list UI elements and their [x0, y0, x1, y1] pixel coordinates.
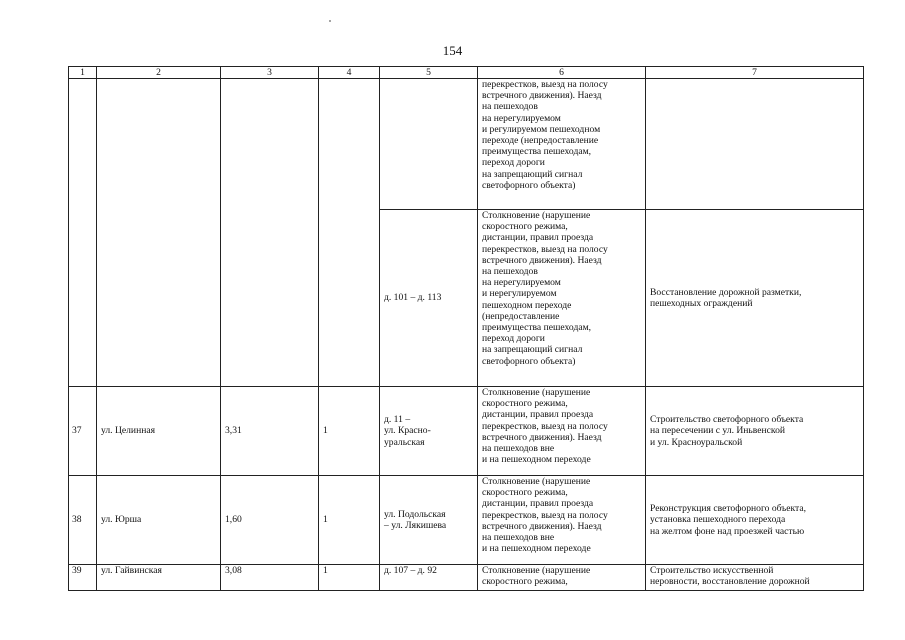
measures-cell: Восстановление дорожной разметки, пешеходных ограждений: [646, 210, 864, 387]
street-cell: ул. Гайвинская: [97, 565, 221, 591]
causes-cell: перекрестков, выезд на полосу встречного движения). Наезд на пешеходов на нерегулируемом и регулируемом пешеходном переходе (непредоставление преимущества пешеходам, переход дороги на запрещающий сигнал светофорного объекта): [478, 79, 646, 210]
count-cell: 1: [319, 565, 380, 591]
row-number: 38: [69, 476, 97, 565]
measures-cell: Реконструкция светофорного объекта, установка пешеходного перехода на желтом фоне над проезжей частью: [646, 476, 864, 565]
street-cell: ул. Юрша: [97, 476, 221, 565]
table-row: [69, 79, 864, 210]
header-cell: 6: [478, 67, 646, 79]
scan-speck: [329, 20, 331, 22]
causes-cell: Столкновение (нарушение скоростного режима, дистанции, правил проезда перекрестков, выезд на полосу встречного движения). Наезд на пешеходов вне и на пешеходном переходе: [478, 476, 646, 565]
header-cell: 7: [646, 67, 864, 79]
continued-count-cell: [319, 79, 380, 387]
continued-num-cell: [69, 79, 97, 387]
causes-cell: Столкновение (нарушение скоростного режима,: [478, 565, 646, 591]
header-cell: 1: [69, 67, 97, 79]
header-row: [69, 67, 864, 79]
count-cell: 1: [319, 476, 380, 565]
data-table: [68, 66, 864, 591]
section-cell: [380, 79, 478, 210]
table-row: [69, 387, 864, 476]
header-cell: 3: [221, 67, 319, 79]
row-number: 39: [69, 565, 97, 591]
table-row: [69, 476, 864, 565]
length-cell: 3,08: [221, 565, 319, 591]
section-cell: д. 101 – д. 113: [380, 210, 478, 387]
continued-length-cell: [221, 79, 319, 387]
measures-cell: [646, 79, 864, 210]
row-number: 37: [69, 387, 97, 476]
header-cell: 5: [380, 67, 478, 79]
causes-cell: Столкновение (нарушение скоростного режима, дистанции, правил проезда перекрестков, выезд на полосу встречного движения). Наезд на пешеходов вне и на пешеходном переходе: [478, 387, 646, 476]
measures-cell: Строительство светофорного объекта на пересечении с ул. Иньвенской и ул. Красноуральской: [646, 387, 864, 476]
street-cell: ул. Целинная: [97, 387, 221, 476]
length-cell: 1,60: [221, 476, 319, 565]
measures-cell: Строительство искусственной неровности, восстановление дорожной: [646, 565, 864, 591]
section-cell: д. 107 – д. 92: [380, 565, 478, 591]
table-row: [69, 565, 864, 591]
causes-cell: Столкновение (нарушение скоростного режима, дистанции, правил проезда перекрестков, выезд на полосу встречного движения). Наезд на пешеходов на нерегулируемом и нерегулируемом пешеходном переходе (непредоставление преимущества пешеходам, переход дороги на запрещающий сигнал светофорного объекта): [478, 210, 646, 387]
header-cell: 2: [97, 67, 221, 79]
header-cell: 4: [319, 67, 380, 79]
continued-street-cell: [97, 79, 221, 387]
section-cell: д. 11 – ул. Красно- уральская: [380, 387, 478, 476]
section-cell: ул. Подольская – ул. Лякишева: [380, 476, 478, 565]
page-number: 154: [442, 43, 463, 58]
count-cell: 1: [319, 387, 380, 476]
length-cell: 3,31: [221, 387, 319, 476]
